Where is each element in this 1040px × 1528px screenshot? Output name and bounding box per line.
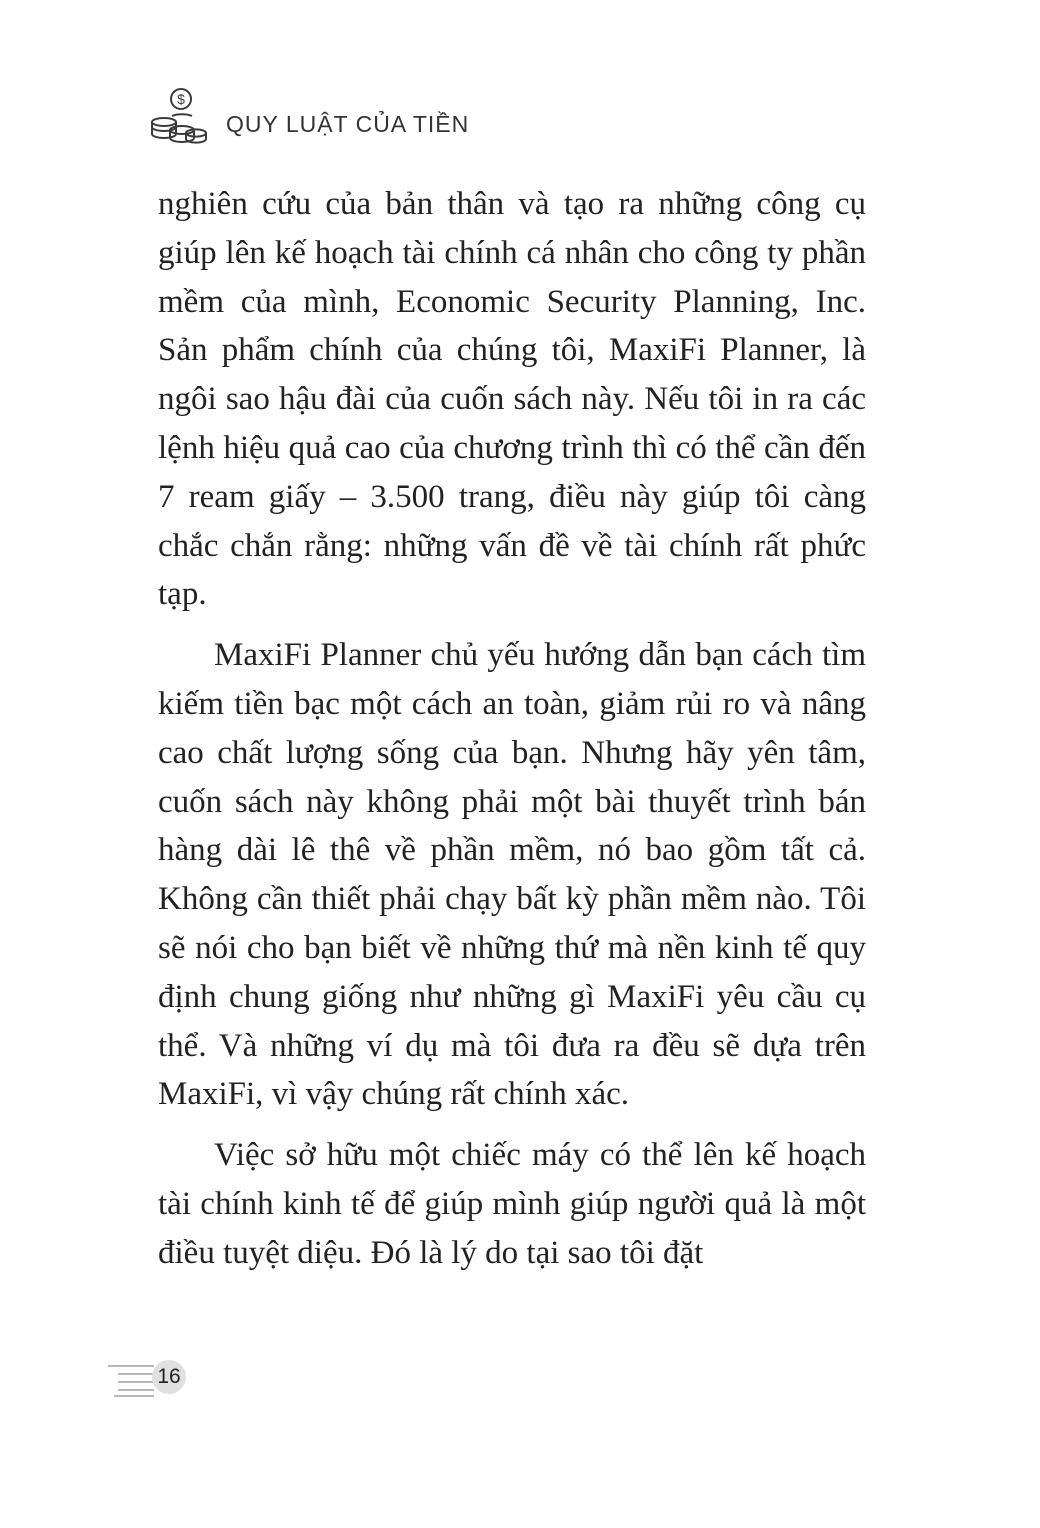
page-number: 16 bbox=[152, 1360, 186, 1394]
page-footer bbox=[108, 1358, 188, 1402]
paragraph-3: Việc sở hữu một chiếc máy có thể lên kế hoạch tài chính kinh tế để giúp mình giúp người quả là một điều tuyệt diệu. Đó là lý do tại sao tôi đặt bbox=[158, 1137, 866, 1271]
paragraph-2: MaxiFi Planner chủ yếu hướng dẫn bạn cách tìm kiếm tiền bạc một cách an toàn, giảm rủi ro và nâng cao chất lượng sống của bạn. Nhưng hãy yên tâm, cuốn sách này không phải một bài thuyết trình bán hàng dài lê thê về phần mềm, nó bao gồm tất cả. Không cần thiết phải chạy bất kỳ phần mềm nào. Tôi sẽ nói cho bạn biết về những thứ mà nền kinh tế quy định chung giống như những gì MaxiFi yêu cầu cụ thể. Và những ví dụ mà tôi đưa ra đều sẽ dựa trên MaxiFi, vì vậy chúng rất chính xác. bbox=[158, 637, 866, 1113]
paragraph-1: nghiên cứu của bản thân và tạo ra những công cụ giúp lên kế hoạch tài chính cá nhân cho công ty phần mềm của mình, Economic Security Planning, Inc. Sản phẩm chính của chúng tôi, MaxiFi Planner, là ngôi sao hậu đài của cuốn sách này. Nếu tôi in ra các lệnh hiệu quả cao của chương trình thì có thể cần đến 7 ream giấy – 3.500 trang, điều này giúp tôi càng chắc chắn rằng: những vấn đề về tài chính rất phức tạp. bbox=[158, 186, 866, 613]
running-title: QUY LUẬT CỦA TIỀN bbox=[226, 111, 470, 137]
body-text bbox=[158, 180, 866, 1290]
svg-text:$: $ bbox=[177, 91, 185, 107]
coins-dollar-icon bbox=[150, 86, 210, 148]
running-header bbox=[150, 86, 530, 148]
